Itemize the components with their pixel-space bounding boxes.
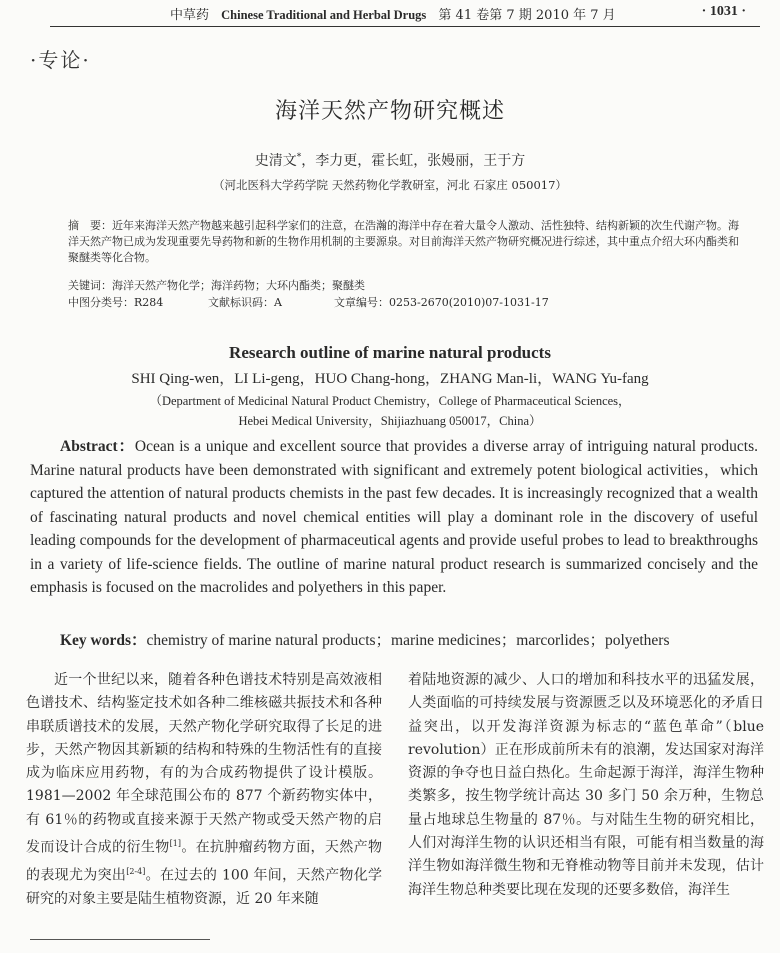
abstract-cn-text: 近年来海洋天然产物越来越引起科学家们的注意，在浩瀚的海洋中存在着大量令人激动、活性独特、结构新颖的次生代谢产物。海洋天然产物已成为发现重要先导药物和新的生物作用机制的主要源泉。对目前海洋天然产物研究概况进行综述，其中重点介绍大环内酯类和聚醚类等化合物。: [68, 219, 739, 264]
affiliation-en-line1: （Department of Medicinal Natural Product Chemistry，College of Pharmaceutical Sciences，: [149, 394, 631, 408]
abstract-cn: [68, 218, 740, 266]
keywords-en-text: chemistry of marine natural products；marine medicines；marcorlides；polyethers: [146, 632, 670, 649]
footnote-divider: [30, 939, 210, 940]
keywords-cn: [68, 277, 365, 293]
title-cn: 海洋天然产物研究概述: [274, 99, 505, 124]
first-author-cn: 史清文: [254, 153, 297, 169]
keywords-cn-text: 海洋天然产物化学；海洋药物；大环内酯类；聚醚类: [112, 279, 365, 292]
page-number: · 1031 ·: [701, 4, 746, 19]
body-left-text-2: 。在抗肿瘤药物方面，天然产物的表现尤为突出: [26, 839, 383, 884]
journal-name-cn: 中草药: [170, 8, 210, 23]
title-en: Research outline of marine natural products: [229, 343, 551, 362]
affiliation-en-line2: Hebei Medical University，Shijiazhuang 050017，China）: [238, 414, 542, 428]
abstract-en-label: Abstract：: [60, 438, 135, 455]
body-left-text-3: 。在过去的 100 年间，天然产物化学研究的对象主要是陆生植物资源，近 20 年来随: [26, 867, 383, 907]
body-left-text-1: 近一个世纪以来，随着各种色谱技术特别是高效液相色谱技术、结构鉴定技术如各种二维核磁共振技术和各种串联质谱技术的发展，天然产物化学研究取得了长足的进步，天然产物因其新颖的结构和特殊的生物活性有的直接成为临床应用药物，有的为合成药物提供了设计模版。1981—2002 年全球范围公布的 877 个新药物实体中，有 61％的药物或直接来源于天然产物或受天然产物的启发而设计合成的衍生物: [26, 672, 382, 856]
affiliation-cn: （河北医科大学药学院 天然药物化学教研室，河北 石家庄 050017）: [213, 178, 567, 192]
journal-info: [170, 4, 616, 23]
body-column-left: [26, 669, 382, 911]
keywords-en: [60, 628, 670, 650]
keywords-cn-label: 关键词：: [68, 279, 112, 292]
article-number: 文章编号：0253-2670(2010)07-1031-17: [334, 296, 549, 309]
other-authors-cn: ，李力更，霍长虹，张嫚丽，王于方: [301, 153, 526, 169]
clc-number: 中图分类号：R284: [68, 296, 164, 309]
citation-2-4: [2-4]: [126, 867, 146, 877]
abstract-cn-label: 摘 要：: [68, 219, 112, 232]
authors-en: SHI Qing-wen，LI Li-geng，HUO Chang-hong，ZHANG Man-li，WANG Yu-fang: [131, 371, 649, 387]
corresponding-mark: *: [296, 152, 302, 163]
column-tag: ·专论·: [30, 48, 91, 72]
abstract-en-text: Ocean is a unique and excellent source that provides a diverse array of intriguing natural products. Marine natural products have been demonstrated with significant and extremely potent biological activities，which captured the attention of natural products chemists in the past few decades. It is increasingly recognized that a wealth of fascinating natural products and novel chemical entities will play a dominant role in the discovery of useful leading compounds for the development of pharmaceutical agents and provide useful probes to lead to breakthroughs in a variety of life-science fields. The outline of marine natural product research is summarized concisely and the emphasis is focused on the macrolides and polyethers in this paper.: [30, 438, 758, 596]
running-header: [50, 0, 760, 27]
keywords-en-label: Key words：: [60, 632, 147, 649]
authors-cn: [0, 150, 780, 170]
citation-1: [1]: [169, 839, 181, 849]
abstract-en: [30, 435, 758, 600]
body-column-right: 着陆地资源的减少、人口的增加和科技水平的迅猛发展，人类面临的可持续发展与资源匮乏以及环境恶化的矛盾日益突出，以开发海洋资源为标志的“蓝色革命”（blue revolution）正在形成前所未有的浪潮，发达国家对海洋资源的争夺也日益白热化。生命起源于海洋，海洋生物种类繁多，按生物学统计高达 30 多门 50 余万种，生物总量占地球总生物量的 87％。与对陆生生物的研究相比，人们对海洋生物的认识还相当有限，可能有相当数量的海洋生物如海洋微生物和无脊椎动物等目前并未发现，估计海洋生物总种类要比现在发现的还要多数倍，海洋生: [408, 672, 764, 898]
classification-line: [68, 294, 549, 310]
issue-info: 第 41 卷第 7 期 2010 年 7 月: [438, 8, 616, 23]
document-code: 文献标识码：A: [208, 296, 282, 309]
journal-name-en: Chinese Traditional and Herbal Drugs: [221, 8, 427, 22]
